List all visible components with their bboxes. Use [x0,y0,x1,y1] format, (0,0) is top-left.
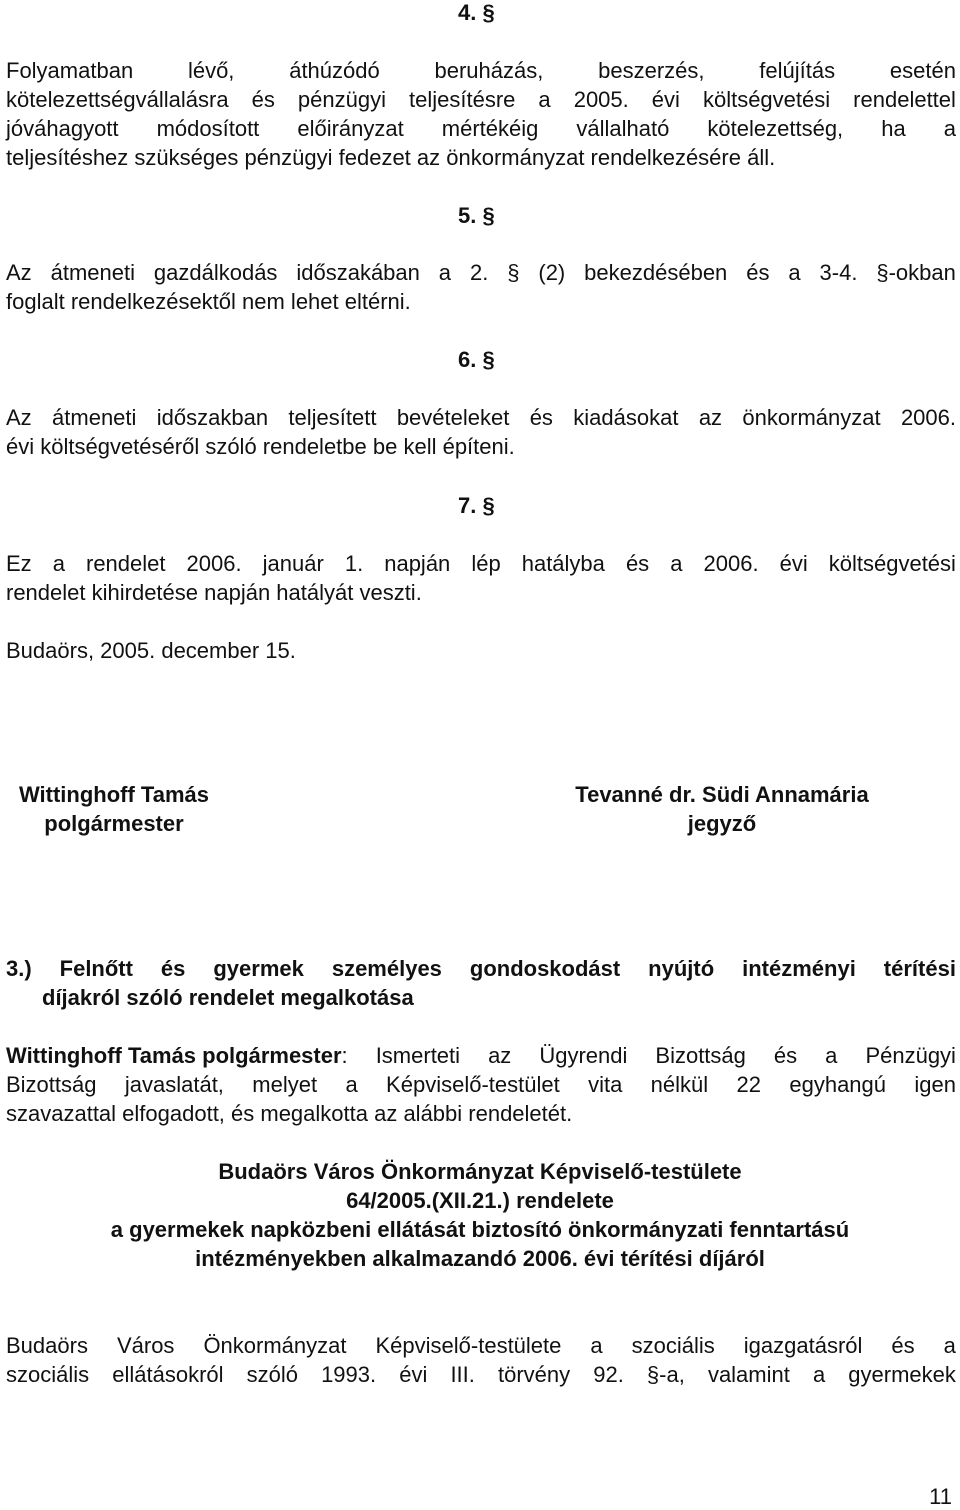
motion-word: az [488,1043,512,1068]
word: Képviselő-testület [386,1072,560,1097]
word: Az [6,260,32,285]
signature-right-name: Tevanné dr. Südi Annamária [575,782,869,807]
motion-word: Pénzügyi [865,1043,956,1068]
word: 3.) [6,956,32,981]
section-7-last-line: rendelet kihirdetése napján hatályát veszti. [6,580,422,605]
signature-right [552,780,892,838]
item-3-line [6,954,956,983]
word: ha [881,116,906,141]
word: a [590,1333,603,1358]
word: felújítás [759,58,836,83]
word: igazgatásról [743,1333,863,1358]
signature-left-title: polgármester [44,811,184,836]
word: gyermekek [848,1362,956,1387]
section-6-last-line: évi költségvetéséről szóló rendeletbe be kell építeni. [6,434,515,459]
motion-line-2 [6,1070,956,1099]
word: Budaörs [6,1333,88,1358]
section-6-paragraph [6,403,956,461]
word: évi [399,1362,428,1387]
signature-right-title: jegyző [687,811,757,836]
word: évi [779,551,808,576]
word: gyermek [213,956,304,981]
word: jóváhagyott [6,116,119,141]
word: és [746,260,770,285]
word: és [625,551,650,576]
word: 92. [593,1362,624,1387]
word: törvény [497,1362,571,1387]
motion-colon: : [341,1043,348,1068]
decree-title-line-1: Budaörs Város Önkormányzat Képviselő-testülete [218,1159,742,1184]
word: vállalható [576,116,670,141]
word: szóló [246,1362,298,1387]
word: gondoskodást [469,956,621,981]
word: 2006. [900,405,956,430]
motion-word: a [825,1043,838,1068]
word: január [262,551,324,576]
section-4-line [6,85,956,114]
section-4-last-line: teljesítéshez szükséges pénzügyi fedezet az önkormányzat rendelkezésére áll. [6,145,776,170]
word: átmeneti [52,405,137,430]
word: a [438,260,452,285]
word: térítési [883,956,956,981]
word: nyújtó [648,956,715,981]
word: költségvetési [702,87,831,112]
word: §-a, [646,1362,685,1387]
word: Folyamatban [6,58,134,83]
word: javaslatát, [124,1072,224,1097]
word: igen [914,1072,956,1097]
section-6-heading: 6. § [458,347,495,372]
preamble-line [6,1331,956,1360]
section-7-line [6,549,956,578]
motion-line-1 [6,1041,956,1070]
section-4-paragraph [6,56,956,172]
item-3-heading [6,954,956,1012]
motion-word: és [773,1043,798,1068]
word: valamint [707,1362,790,1387]
item-3-line-2: díjakról szóló rendelet megalkotása [42,985,414,1010]
word: és [251,87,275,112]
word: mértékéig [441,116,539,141]
word: rendelettel [853,87,956,112]
word: 3-4. [819,260,858,285]
place-date: Budaörs, 2005. december 15. [6,638,296,663]
word: Bizottság [6,1072,97,1097]
section-6-line [6,403,956,432]
word: lévő, [187,58,235,83]
word: időszakban [156,405,269,430]
word: a [788,260,801,285]
word: módosított [156,116,260,141]
section-4-heading: 4. § [458,0,495,25]
motion-speaker-wrap [6,1041,348,1070]
word: áthúzódó [289,58,380,83]
motion-word: Bizottság [655,1043,746,1068]
word: Ez [6,551,32,576]
word: átmeneti [50,260,135,285]
word: szociális [631,1333,715,1358]
word: és [529,405,553,430]
word: 2006. [186,551,242,576]
word: a [812,1362,826,1387]
word: költségvetési [828,551,956,576]
word: teljesítésre [409,87,516,112]
word: Város [116,1333,175,1358]
word: Képviselő-testülete [375,1333,562,1358]
word: 1. [344,551,364,576]
word: időszakában [296,260,420,285]
page-number: 11 [929,1484,952,1509]
word: ellátásokról [112,1362,224,1387]
word: lép [471,551,501,576]
word: a [943,1333,956,1358]
decree-title [0,1157,960,1273]
word: esetén [889,58,956,83]
motion-last-line: szavazattal elfogadott, és megalkotta az alábbi rendeletét. [6,1101,573,1126]
word: nélkül [650,1072,709,1097]
word: bevételeket [396,405,510,430]
word: önkormányzat [742,405,881,430]
word: 2005. [573,87,629,112]
word: 22 [736,1072,761,1097]
word: szociális [6,1362,90,1387]
word: személyes [331,956,442,981]
word: teljesített [288,405,377,430]
section-5-paragraph [6,258,956,316]
word: hatályba [521,551,605,576]
preamble-paragraph [6,1331,956,1389]
word: 2. [469,260,489,285]
word: beruházás, [434,58,544,83]
section-4-line [6,56,956,85]
motion-speaker: Wittinghoff Tamás polgármester [6,1043,342,1068]
word: kötelezettség, [707,116,844,141]
word: 1993. [321,1362,377,1387]
word: és [160,956,186,981]
word: kiadásokat [573,405,679,430]
motion-word: Ismerteti [375,1043,461,1068]
word: vita [588,1072,623,1097]
word: a [670,551,683,576]
word: melyet [252,1072,318,1097]
signature-left-name: Wittinghoff Tamás [18,782,210,807]
word: 2006. [703,551,759,576]
word: egyhangú [789,1072,887,1097]
word: Önkormányzat [203,1333,347,1358]
word: rendelet [86,551,166,576]
word: beszerzés, [598,58,705,83]
word: a [52,551,65,576]
word: évi [651,87,680,112]
word: § [507,260,520,285]
decree-title-line-2: 64/2005.(XII.21.) rendelete [346,1188,614,1213]
decree-title-line-4: intézményekben alkalmazandó 2006. évi térítési díjáról [195,1246,765,1271]
section-5-heading: 5. § [458,203,495,228]
section-5-last-line: foglalt rendelkezésektől nem lehet eltérni. [6,289,411,314]
section-7-paragraph [6,549,956,607]
motion-paragraph [6,1041,956,1128]
word: és [891,1333,915,1358]
motion-word: Ügyrendi [539,1043,628,1068]
section-7-heading: 7. § [458,493,495,518]
preamble-line [6,1360,956,1389]
section-5-line [6,258,956,287]
word: az [698,405,723,430]
word: a [345,1072,358,1097]
word: (2) [538,260,566,285]
word: gazdálkodás [153,260,278,285]
word: Az [6,405,32,430]
section-4-line [6,114,956,143]
word: napján [384,551,451,576]
word: Felnőtt [59,956,133,981]
word: intézményi [742,956,856,981]
word: pénzügyi [297,87,386,112]
word: §-okban [876,260,956,285]
word: a [538,87,551,112]
word: bekezdésében [584,260,728,285]
word: III. [450,1362,475,1387]
decree-title-line-3: a gyermekek napközbeni ellátását biztosító önkormányzati fenntartású [110,1217,850,1242]
word: a [943,116,956,141]
word: kötelezettségvállalásra [6,87,229,112]
word: előirányzat [297,116,404,141]
signature-left [6,780,222,838]
